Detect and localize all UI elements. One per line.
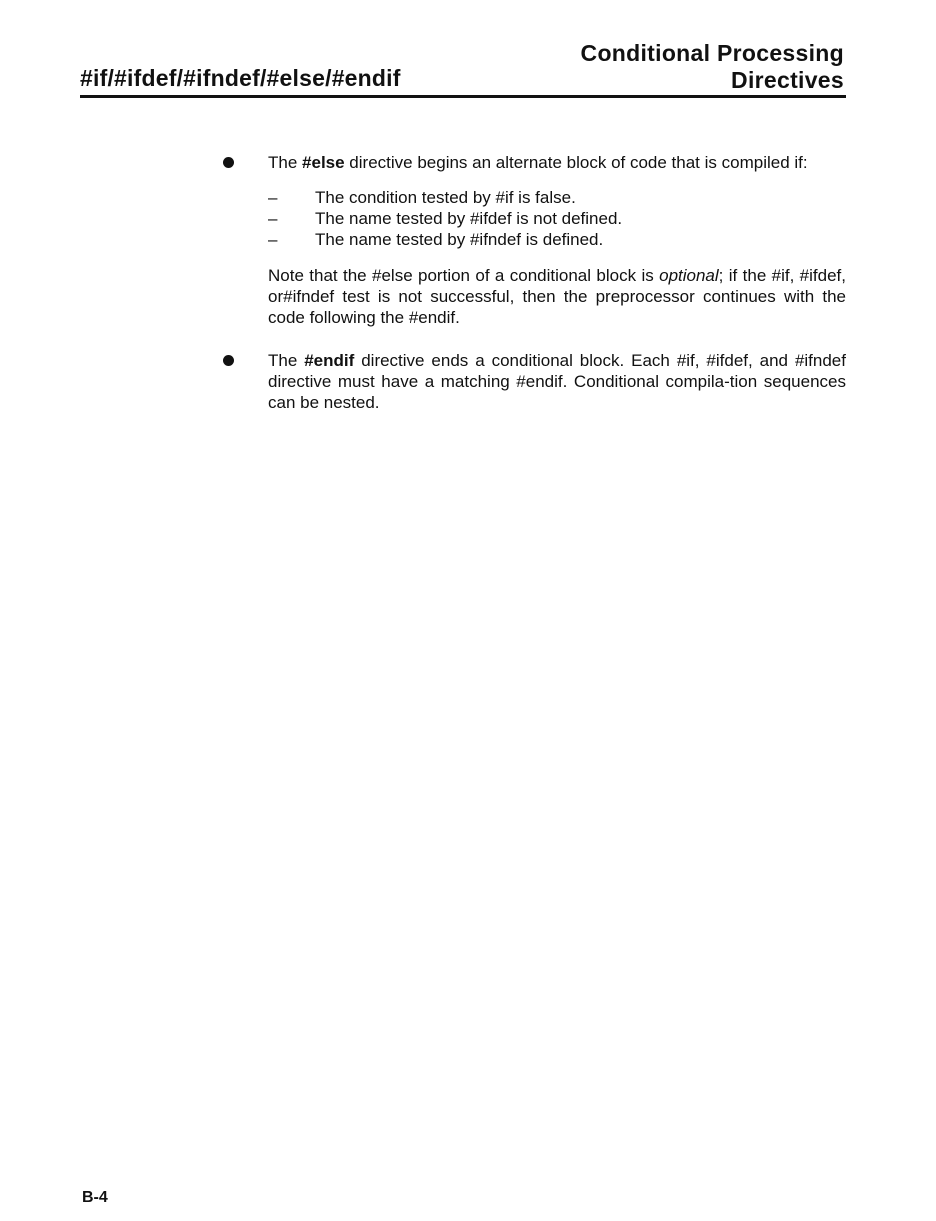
else-keyword: #else xyxy=(302,153,345,172)
list-item xyxy=(268,229,846,250)
endif-text: directive ends a conditional block. Each #if, #ifdef, and #ifndef directive must have a matching #endif. Conditional compila-tion sequences can be nested. xyxy=(268,351,846,412)
header-rule xyxy=(80,95,846,98)
else-description xyxy=(268,152,846,173)
dash-icon: – xyxy=(268,230,278,249)
list-item-text: The condition tested by #if is false. xyxy=(315,188,576,207)
bullet-else xyxy=(268,152,846,328)
else-note xyxy=(268,265,846,328)
else-prefix: The xyxy=(268,153,303,172)
list-item xyxy=(268,208,846,229)
page-body xyxy=(268,152,846,413)
note-emphasis: optional xyxy=(659,266,719,285)
list-item-text: The name tested by #ifdef is not defined. xyxy=(315,209,623,228)
note-prefix: Note that the #else portion of a conditional block is xyxy=(268,266,660,285)
bullet-dot-icon xyxy=(223,355,234,366)
list-item-text: The name tested by #ifndef is defined. xyxy=(315,230,604,249)
bullet-dot-icon xyxy=(223,157,234,168)
dash-icon: – xyxy=(268,209,278,228)
page-number: B-4 xyxy=(82,1189,108,1206)
bullet-endif xyxy=(268,350,846,413)
endif-description xyxy=(268,350,846,413)
chapter-title xyxy=(581,40,844,94)
else-condition-list xyxy=(268,187,846,250)
dash-icon: – xyxy=(268,188,278,207)
else-text: directive begins an alternate block of code that is compiled if: xyxy=(344,153,808,172)
endif-prefix: The xyxy=(268,351,305,370)
list-item xyxy=(268,187,846,208)
endif-keyword: #endif xyxy=(304,351,355,370)
note-suffix: ; if the #if, #ifdef, or#ifndef test is not successful, then the preprocessor continues with the code following the #endif. xyxy=(268,266,846,327)
section-title: #if/#ifdef/#ifndef/#else/#endif xyxy=(80,65,401,91)
chapter-title-line-1: Conditional Processing xyxy=(580,40,844,66)
chapter-title-line-2: Directives xyxy=(731,67,844,93)
